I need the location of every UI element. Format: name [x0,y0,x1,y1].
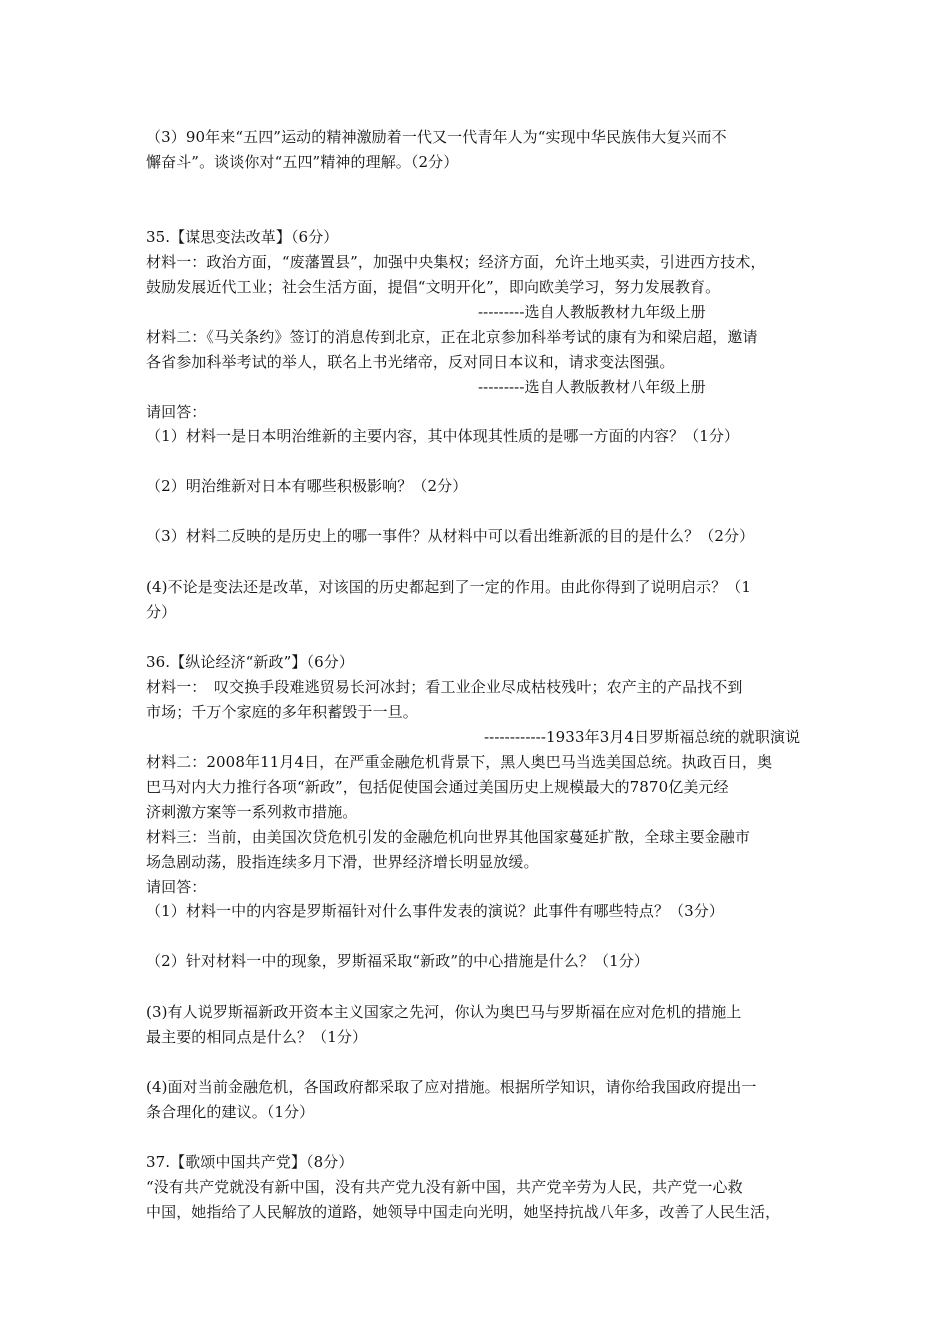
q35-material2-source: ---------选自人教版教材八年级上册 [478,378,706,396]
q34-part3-line1: （3）90年来“五四”运动的精神激励着一代又一代青年人为“实现中华民族伟大复兴而不 [146,128,727,146]
q37-line1: “没有共产党就没有新中国，没有共产党九没有新中国，共产党辛劳为人民，共产党一心救 [146,1178,743,1196]
q36-question4-line2: 条合理化的建议。（1分） [146,1103,315,1121]
q35-question4-line1: (4)不论是变法还是改革，对该国的历史都起到了一定的作用。由此你得到了说明启示？（1 [146,578,751,596]
q36-question2: （2）针对材料一中的现象，罗斯福采取“新政”的中心措施是什么？（1分） [146,952,649,970]
q35-material1-line1: 材料一：政治方面，“废藩置县”，加强中央集权；经济方面，允许土地买卖，引进西方技术， [146,253,766,271]
q35-material1-line2: 鼓励发展近代工业；社会生活方面，提倡“文明开化”，即向欧美学习，努力发展教育。 [146,278,721,296]
q37-heading: 37.【歌颂中国共产党】（8分） [146,1153,354,1171]
q36-heading: 36.【纵论经济“新政”】（6分） [146,653,354,671]
q35-material2-line2: 各省参加科举考试的举人，联名上书光绪帝，反对同日本议和，请求变法图强。 [146,353,675,371]
q34-part3-line2: 懈奋斗”。谈谈你对“五四”精神的理解。（2分） [146,153,459,171]
q36-material2-line3: 济刺激方案等一系列救市措施。 [146,803,358,821]
q36-material1-line2: 市场；千万个家庭的多年积蓄毁于一旦。 [146,703,418,721]
q35-question3: （3）材料二反映的是历史上的哪一事件？从材料中可以看出维新派的目的是什么？（2分） [146,527,755,545]
q35-question1: （1）材料一是日本明治维新的主要内容，其中体现其性质的是哪一方面的内容？（1分） [146,427,740,445]
q36-ask: 请回答： [146,878,207,896]
q36-material3-line2: 场急剧动荡，股指连续多月下滑，世界经济增长明显放缓。 [146,853,539,871]
q35-material2-line1: 材料二：《马关条约》签订的消息传到北京，正在北京参加科举考试的康有为和梁启超，邀请 [146,328,758,346]
q36-question3-line1: (3)有人说罗斯福新政开资本主义国家之先河，你认为奥巴马与罗斯福在应对危机的措施上 [146,1003,742,1021]
q36-question3-line2: 最主要的相同点是什么？（1分） [146,1028,368,1046]
q36-material1-line1: 材料一： 叹交换手段难逃贸易长河冰封；看工业企业尽成枯枝残叶；农产主的产品找不到 [146,678,743,696]
q36-material3-line1: 材料三：当前，由美国次贷危机引发的金融危机向世界其他国家蔓延扩散，全球主要金融市 [146,828,751,846]
q35-question4-line2: 分） [146,603,177,621]
q36-question4-line1: (4)面对当前金融危机，各国政府都采取了应对措施。根据所学知识，请你给我国政府提出一 [146,1078,757,1096]
q35-heading: 35.【谋思变法改革】（6分） [146,228,339,246]
q37-line2: 中国，她指给了人民解放的道路，她领导中国走向光明，她坚持抗战八年多，改善了人民生活， [146,1203,781,1221]
q35-question2: （2）明治维新对日本有哪些积极影响？（2分） [146,477,468,495]
q36-material2-line1: 材料二：2008年11月4日，在严重金融危机背景下，黑人奥巴马当选美国总统。执政百日，奥 [146,753,773,771]
q35-material1-source: ---------选自人教版教材九年级上册 [478,303,706,321]
q36-material2-line2: 巴马对内大力推行各项“新政”，包括促使国会通过美国历史上规模最大的7870亿美元经 [146,778,729,796]
q36-question1: （1）材料一中的内容是罗斯福针对什么事件发表的演说？此事件有哪些特点？（3分） [146,902,724,920]
q36-material1-source: ------------1933年3月4日罗斯福总统的就职演说 [484,728,801,746]
q35-ask: 请回答： [146,403,207,421]
